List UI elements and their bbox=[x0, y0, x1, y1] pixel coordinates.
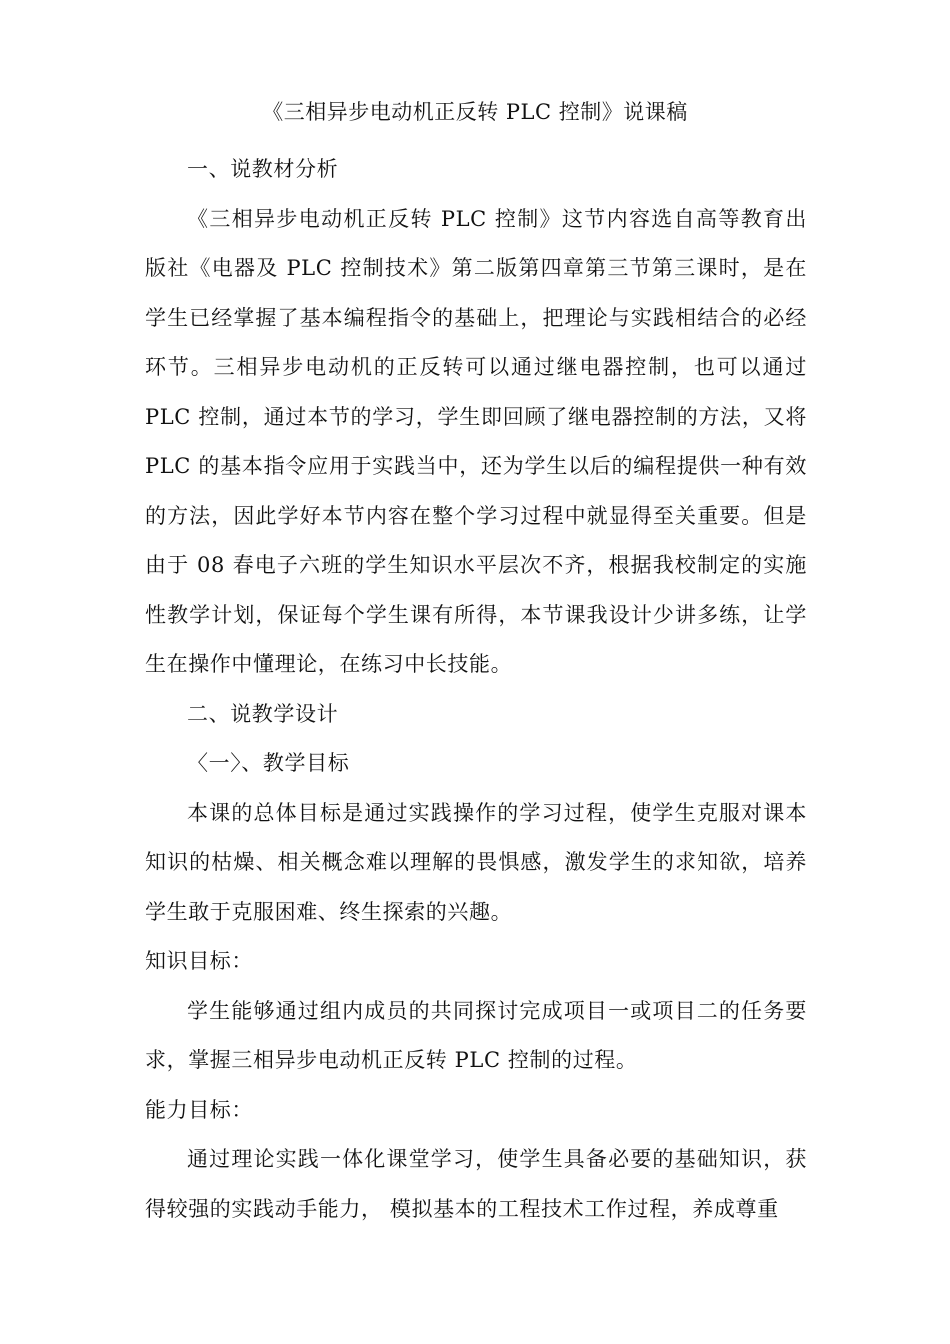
document-body bbox=[145, 145, 807, 1234]
section-heading-textbook-analysis: 一、说教材分析 bbox=[187, 157, 339, 181]
subsection-heading-teaching-goals: 〈一〉、教学目标 bbox=[187, 751, 350, 775]
paragraph-knowledge-goal: 学生能够通过组内成员的共同探讨完成项目一或项目二的任务要求，掌握三相异步电动机正反转 PLC 控制的过程。 bbox=[145, 998, 807, 1072]
paragraph-overall-goal: 本课的总体目标是通过实践操作的学习过程，使学生克服对课本知识的枯燥、相关概念难以理解的畏惧感，激发学生的求知欲，培养学生敢于克服困难、终生探索的兴趣。 bbox=[145, 800, 807, 924]
section-heading-teaching-design: 二、说教学设计 bbox=[187, 701, 339, 726]
paragraph-ability-goal: 通过理论实践一体化课堂学习，使学生具备必要的基础知识，获得较强的实践动手能力， 模拟基本的工程技术工作过程，养成尊重 bbox=[145, 1147, 807, 1221]
paragraph-textbook-analysis: 《三相异步电动机正反转 PLC 控制》这节内容选自高等教育出版社《电器及 PLC 控制技术》第二版第四章第三节第三课时，是在学生已经掌握了基本编程指令的基础上，把理论与实践相结合的必经环节。三相异步电动机的正反转可以通过继电器控制，也可以通过 PLC 控制，通过本节的学习，学生即回顾了继电器控制的方法，又将 PLC 的基本指令应用于实践当中，还为学生以后的编程提供一种有效的方法，因此学好本节内容在整个学习过程中就显得至关重要。但是由于 08 春电子六班的学生知识水平层次不齐，根据我校制定的实施性教学计划，保证每个学生课有所得，本节课我设计少讲多练，让学生在操作中懂理论，在练习中长技能。 bbox=[145, 206, 807, 676]
label-ability-goal: 能力目标： bbox=[145, 1097, 253, 1122]
document-title: 《三相异步电动机正反转 PLC 控制》说课稿 bbox=[262, 100, 688, 124]
label-knowledge-goal: 知识目标： bbox=[145, 949, 253, 973]
